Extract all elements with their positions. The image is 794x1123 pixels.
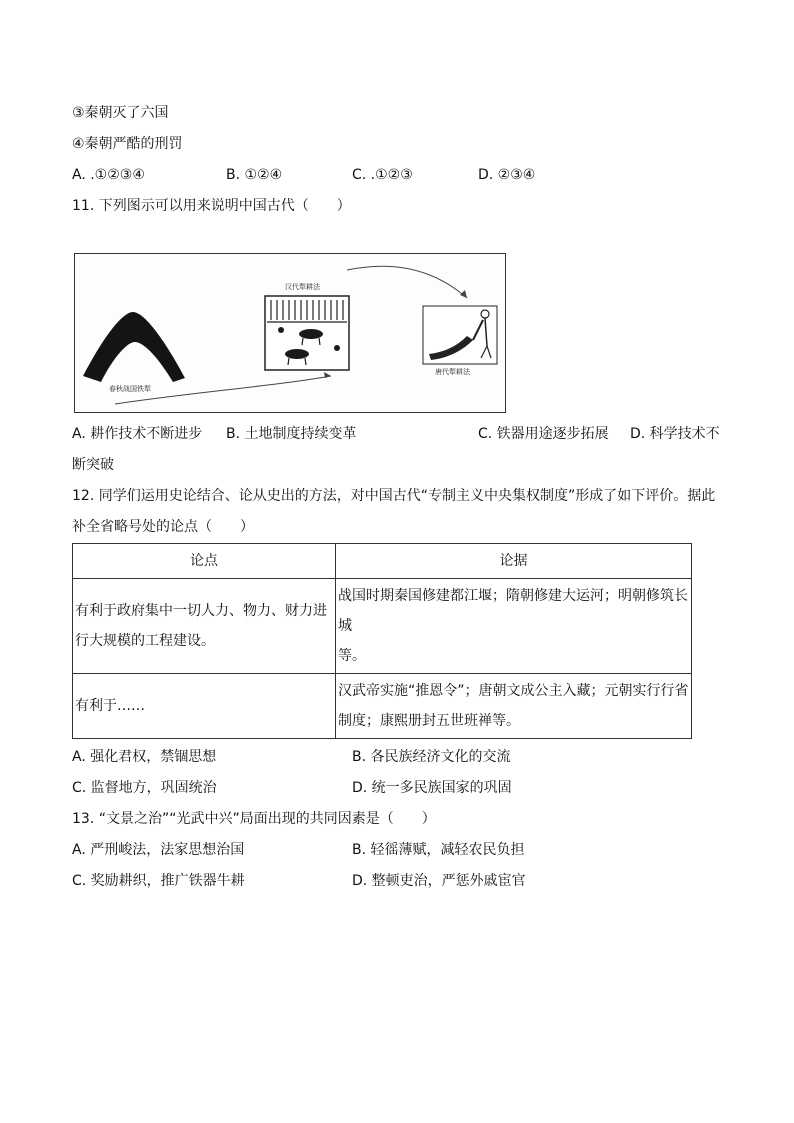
- header-point: 论点: [73, 544, 336, 579]
- q11-option-c: C. 铁器用途逐步拓展: [478, 426, 609, 442]
- farmer-figure-left: [278, 327, 284, 333]
- q10-item-4: ④秦朝严酷的刑罚: [72, 136, 183, 152]
- q11-figure: [74, 253, 506, 413]
- row1-point: [73, 579, 336, 674]
- label-tang-ploughing: 唐代犁耕法: [435, 368, 470, 376]
- q12-option-d: D. 统一多民族国家的巩固: [352, 780, 512, 796]
- farmer-figure-right: [334, 345, 340, 351]
- arrow-bottom-head: [324, 372, 331, 378]
- table-header-row: [73, 544, 692, 579]
- q12-stem-line-2: 补全省略号处的论点（ ）: [72, 519, 254, 535]
- label-han-ploughing: 汉代犁耕法: [285, 283, 320, 291]
- header-evidence: 论据: [336, 544, 692, 579]
- row1-evidence-line-1: 战国时期秦国修建都江堰；隋朝修建大运河；明朝修筑长城: [338, 588, 688, 634]
- q13-option-a: A. 严刑峻法，法家思想治国: [72, 842, 245, 858]
- q13-option-b: B. 轻徭薄赋，减轻农民负担: [352, 842, 525, 858]
- ox-upper: [299, 329, 323, 339]
- q10-item-3: ③秦朝灭了六国: [72, 105, 169, 121]
- row1-evidence: [336, 579, 692, 674]
- row2-point: 有利于……: [73, 674, 336, 739]
- q10-option-d: D. ②③④: [478, 167, 536, 183]
- row1-evidence-line-2: 等。: [338, 648, 366, 664]
- ox-lower: [285, 349, 309, 359]
- row1-point-line-2: 行大规模的工程建设。: [75, 633, 215, 649]
- q10-option-c: C. .①②③: [352, 167, 413, 183]
- q12-option-a: A. 强化君权，禁锢思想: [72, 749, 217, 765]
- table-row: [73, 579, 692, 674]
- arrow-top: [347, 266, 467, 298]
- q12-stem-line-1: 12. 同学们运用史论结合、论从史出的方法，对中国古代“专制主义中央集权制度”形成了如下评价。据此: [72, 488, 716, 504]
- q11-option-a: A. 耕作技术不断进步: [72, 426, 203, 442]
- q13-option-d: D. 整顿吏治，严惩外戚宦官: [352, 873, 526, 889]
- row2-evidence-line-1: 汉武帝实施“推恩令”；唐朝文成公主入藏；元朝实行行省: [338, 683, 689, 699]
- argument-evidence-table: [72, 543, 692, 739]
- row2-evidence: [336, 674, 692, 739]
- q11-option-d-continued: 断突破: [72, 457, 114, 473]
- table-row: [73, 674, 692, 739]
- q10-option-b: B. ①②④: [226, 167, 283, 183]
- q13-option-c: C. 奖励耕织，推广铁器牛耕: [72, 873, 245, 889]
- q13-stem: 13. “文景之治”“光武中兴”局面出现的共同因素是（ ）: [72, 811, 436, 827]
- q11-option-d: D. 科学技术不: [630, 426, 720, 442]
- row1-point-line-1: 有利于政府集中一切人力、物力、财力进: [75, 603, 327, 619]
- q11-option-b: B. 土地制度持续变革: [226, 426, 357, 442]
- q11-stem: 11. 下列图示可以用来说明中国古代（ ）: [72, 198, 351, 214]
- iron-plough-share-shape: [83, 312, 185, 382]
- q10-option-a: A. .①②③④: [72, 167, 145, 183]
- q12-option-b: B. 各民族经济文化的交流: [352, 749, 511, 765]
- q12-option-c: C. 监督地方，巩固统治: [72, 780, 217, 796]
- label-spring-autumn-plough: 春秋战国铁犁: [109, 385, 151, 393]
- arrow-top-head: [460, 290, 467, 298]
- row2-evidence-line-2: 制度；康熙册封五世班禅等。: [338, 713, 520, 729]
